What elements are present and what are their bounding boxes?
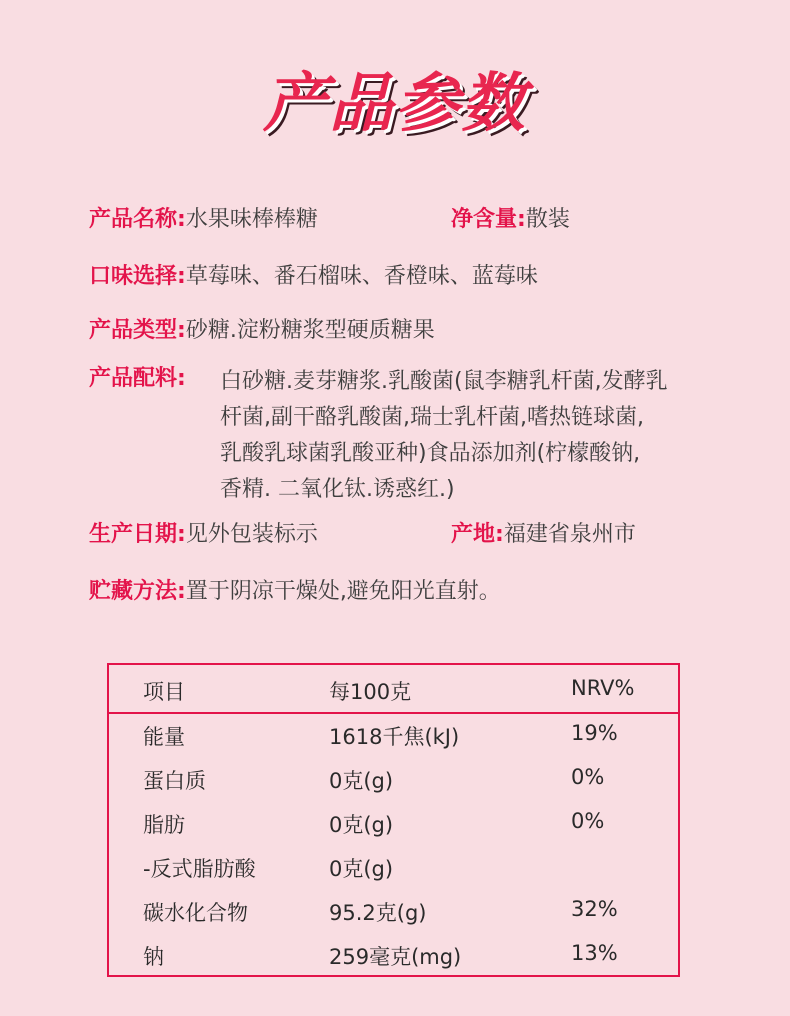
flavor-label: 口味选择: <box>89 264 186 289</box>
nutrient-name: 碳水化合物 <box>143 901 248 925</box>
ingredients-line: 杆菌,副干酪乳酸菌,瑞士乳杆菌,嗜热链球菌, <box>220 405 644 430</box>
nutrient-nrv: 13% <box>571 941 618 965</box>
product-name-value: 水果味棒棒糖 <box>185 207 318 232</box>
nutrient-amount: 0克(g) <box>329 813 394 837</box>
net-content-label: 净含量: <box>451 207 526 232</box>
header-divider <box>109 712 678 714</box>
origin-row <box>451 520 636 550</box>
nutrient-amount: 0克(g) <box>329 769 394 793</box>
product-type-row <box>89 316 435 346</box>
production-date-label: 生产日期: <box>89 522 186 547</box>
nutrient-nrv: 0% <box>571 765 605 789</box>
product-name-row <box>89 205 318 235</box>
nutrient-nrv: 19% <box>571 721 618 745</box>
production-date-value: 见外包装标示 <box>185 522 318 547</box>
ingredients-label: 产品配料: <box>89 366 186 391</box>
storage-label: 贮藏方法: <box>89 579 186 604</box>
nutrient-nrv: 32% <box>571 897 618 921</box>
storage-row <box>89 577 501 607</box>
ingredients-value <box>220 364 740 508</box>
storage-value: 置于阴凉干燥处,避免阳光直射。 <box>185 579 501 604</box>
net-content-row <box>451 205 570 235</box>
nutrition-header-per100g: 每100克 <box>329 680 412 704</box>
page-title: 产品参数 <box>263 67 527 141</box>
net-content-value: 散装 <box>525 207 570 232</box>
nutrient-name: 蛋白质 <box>143 769 206 793</box>
nutrition-header-item: 项目 <box>143 680 185 704</box>
nutrient-amount: 0克(g) <box>329 857 394 881</box>
product-type-value: 砂糖.淀粉糖浆型硬质糖果 <box>185 318 435 343</box>
nutrient-name: 能量 <box>143 725 185 749</box>
nutrition-table <box>107 663 680 977</box>
nutrient-amount: 1618千焦(kJ) <box>329 725 460 749</box>
flavor-value: 草莓味、番石榴味、香橙味、蓝莓味 <box>185 264 538 289</box>
ingredients-line: 白砂糖.麦芽糖浆.乳酸菌(鼠李糖乳杆菌,发酵乳 <box>220 369 668 394</box>
production-date-row <box>89 520 318 550</box>
origin-value: 福建省泉州市 <box>503 522 636 547</box>
nutrition-header-nrv: NRV% <box>571 676 635 700</box>
ingredients-line: 乳酸乳球菌乳酸亚种)食品添加剂(柠檬酸钠, <box>220 441 641 466</box>
origin-label: 产地: <box>451 522 504 547</box>
nutrient-amount: 259毫克(mg) <box>329 945 462 969</box>
nutrient-nrv: 0% <box>571 809 605 833</box>
nutrient-amount: 95.2克(g) <box>329 901 427 925</box>
nutrient-name: -反式脂肪酸 <box>143 857 256 881</box>
flavor-row <box>89 262 538 292</box>
product-type-label: 产品类型: <box>89 318 186 343</box>
nutrient-name: 钠 <box>143 945 164 969</box>
ingredients-line: 香精. 二氧化钛.诱惑红.) <box>220 477 455 502</box>
nutrient-name: 脂肪 <box>143 813 185 837</box>
product-name-label: 产品名称: <box>89 207 186 232</box>
ingredients-row <box>89 364 749 514</box>
